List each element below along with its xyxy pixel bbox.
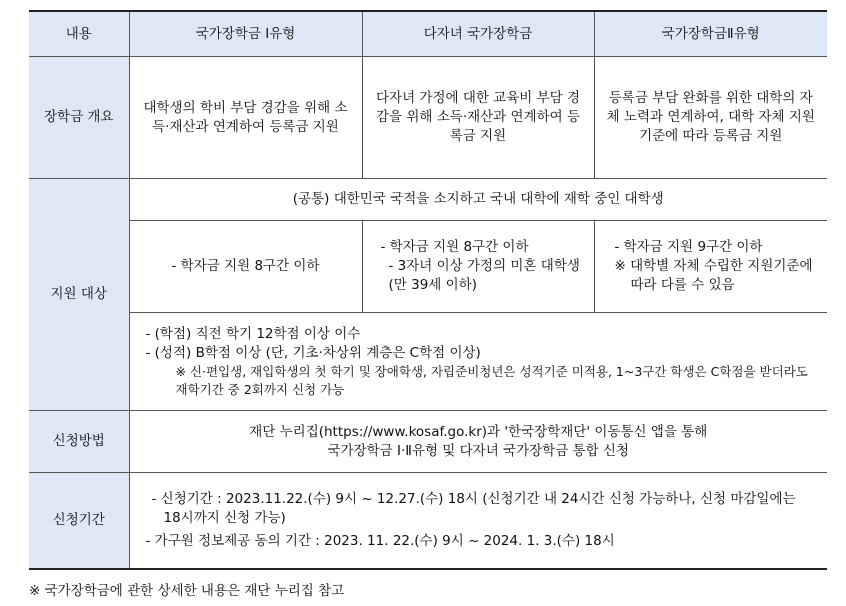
overview-row — [29, 57, 827, 179]
eligibility-type2 — [594, 221, 827, 313]
eligibility-requirements — [129, 313, 827, 411]
eligibility-common-row — [29, 179, 827, 221]
eligibility-common: (공통) 대한민국 국적을 소지하고 국내 대학에 재학 중인 대학생 — [129, 179, 827, 221]
overview-multi-child: 다자녀 가정에 대한 교육비 부담 경감을 위해 소득·재산과 연계하여 등록금 지원 — [362, 57, 594, 179]
eligibility-label: 지원 대상 — [29, 179, 129, 411]
eligibility-criteria-row — [29, 221, 827, 313]
eligibility-requirements-row — [29, 313, 827, 411]
eligibility-type2-note: ※ 대학별 자체 수립한 지원기준에 따라 다를 수 있음 — [614, 258, 813, 293]
requirement-note: ※ 신·편입생, 재입학생의 첫 학기 및 장애학생, 자립준비청년은 성적기준 미적용, 1~3구간 학생은 C학점을 받더라도 재학기간 중 2회까지 신청 가능 — [175, 363, 808, 397]
apply-period-content — [129, 473, 827, 569]
scholarship-table — [29, 10, 827, 570]
requirement-grades: - (성적) B학점 이상 (단, 기초·차상위 계층은 C학점 이상) — [145, 344, 481, 361]
table-header-row — [29, 11, 827, 57]
eligibility-multi-child — [362, 221, 594, 313]
apply-period-label: 신청기간 — [29, 473, 129, 569]
eligibility-multi-line1: - 학자금 지원 8구간 이하 — [380, 239, 529, 255]
footer-note: ※ 국가장학금에 관한 상세한 내용은 재단 누리집 참고 — [29, 583, 345, 599]
apply-period-line2: - 가구원 정보제공 동의 기간 : 2023. 11. 22.(수) 9시 ~ 2024. 1. 3.(수) 18시 — [145, 532, 615, 549]
overview-type1: 대학생의 학비 부담 경감을 위해 소득·재산과 연계하여 등록금 지원 — [129, 57, 362, 179]
apply-method-line1: 재단 누리집(https://www.kosaf.go.kr)과 '한국장학재단' 이동통신 앱을 통해 — [249, 423, 708, 440]
requirement-credits: - (학점) 직전 학기 12학점 이상 이수 — [145, 325, 361, 342]
overview-label: 장학금 개요 — [29, 57, 129, 179]
apply-method-line2: 국가장학금 Ⅰ·Ⅱ유형 및 다자녀 국가장학금 통합 신청 — [327, 442, 629, 459]
apply-method-row — [29, 411, 827, 473]
header-type1: 국가장학금 Ⅰ유형 — [129, 11, 362, 57]
eligibility-multi-line2: - 3자녀 이상 가정의 미혼 대학생(만 39세 이하) — [388, 258, 580, 293]
apply-method-content — [129, 411, 827, 473]
header-type2: 국가장학금Ⅱ유형 — [594, 11, 827, 57]
apply-method-label: 신청방법 — [29, 411, 129, 473]
header-content: 내용 — [29, 11, 129, 57]
eligibility-type2-line1: - 학자금 지원 9구간 이하 — [614, 239, 763, 255]
apply-period-row — [29, 473, 827, 569]
overview-type2: 등록금 부담 완화를 위한 대학의 자체 노력과 연계하여, 대학 자체 지원 기준에 따라 등록금 지원 — [594, 57, 827, 179]
apply-period-line1: - 신청기간 : 2023.11.22.(수) 9시 ~ 12.27.(수) 18시 (신청기간 내 24시간 신청 가능하나, 신청 마감일에는 18시까지 신청 가능) — [151, 490, 796, 526]
eligibility-type1: - 학자금 지원 8구간 이하 — [129, 221, 362, 313]
header-multi-child: 다자녀 국가장학금 — [362, 11, 594, 57]
